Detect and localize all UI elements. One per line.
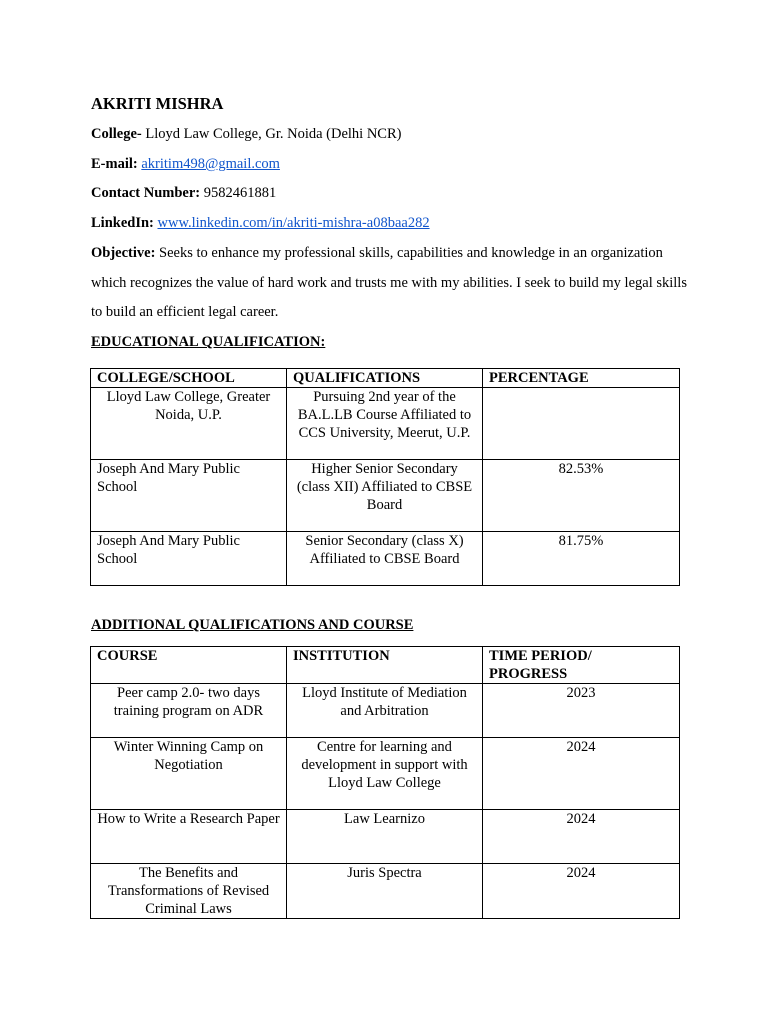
qualification-cell: Senior Secondary (class X) Affiliated to CBSE Board <box>287 532 483 586</box>
email-label: E-mail: <box>91 156 138 172</box>
column-header: QUALIFICATIONS <box>287 369 483 388</box>
column-header: TIME PERIOD/ PROGRESS <box>483 647 680 684</box>
period-cell: 2024 <box>483 810 680 864</box>
table-row <box>91 388 680 460</box>
linkedin-label: LinkedIn: <box>91 215 154 231</box>
objective-paragraph <box>91 239 691 328</box>
period-cell: 2023 <box>483 684 680 738</box>
education-heading: EDUCATIONAL QUALIFICATION: <box>91 334 326 350</box>
table-row <box>91 810 680 864</box>
table-header-row <box>91 369 680 388</box>
table-row <box>91 460 680 532</box>
candidate-name: AKRITI MISHRA <box>91 94 224 113</box>
column-header: INSTITUTION <box>287 647 483 684</box>
contact-label: Contact Number: <box>91 185 201 201</box>
contact-line <box>91 185 276 202</box>
objective-text: Seeks to enhance my professional skills, capabilities and knowledge in an organization which recognizes the value of hard work and trusts me with my abilities. I seek to build my legal skills to build an efficient legal career. <box>91 245 687 320</box>
institution-cell: Law Learnizo <box>287 810 483 864</box>
institution-cell: Centre for learning and development in support with Lloyd Law College <box>287 738 483 810</box>
course-cell: How to Write a Research Paper <box>91 810 287 864</box>
institution-cell: Lloyd Institute of Mediation and Arbitration <box>287 684 483 738</box>
percentage-cell: 81.75% <box>483 532 680 586</box>
table-row <box>91 738 680 810</box>
course-cell: Winter Winning Camp on Negotiation <box>91 738 287 810</box>
percentage-cell <box>483 388 680 460</box>
percentage-cell: 82.53% <box>483 460 680 532</box>
college-label: College- <box>91 126 142 142</box>
linkedin-link[interactable]: www.linkedin.com/in/akriti-mishra-a08baa282 <box>157 215 430 231</box>
objective-label: Objective: <box>91 245 156 261</box>
institution-cell: Juris Spectra <box>287 864 483 919</box>
column-header: PERCENTAGE <box>483 369 680 388</box>
school-cell: Lloyd Law College, Greater Noida, U.P. <box>91 388 287 460</box>
contact-value: 9582461881 <box>200 185 277 201</box>
course-cell: Peer camp 2.0- two days training program on ADR <box>91 684 287 738</box>
column-header: COLLEGE/SCHOOL <box>91 369 287 388</box>
additional-heading: ADDITIONAL QUALIFICATIONS AND COURSE <box>91 617 414 633</box>
table-row <box>91 864 680 919</box>
qualification-cell: Pursuing 2nd year of the BA.L.LB Course Affiliated to CCS University, Meerut, U.P. <box>287 388 483 460</box>
email-link[interactable]: akritim498@gmail.com <box>141 156 280 172</box>
school-cell: Joseph And Mary Public School <box>91 460 287 532</box>
table-row <box>91 684 680 738</box>
course-cell: The Benefits and Transformations of Revised Criminal Laws <box>91 864 287 919</box>
table-row <box>91 532 680 586</box>
linkedin-line <box>91 215 430 232</box>
table-header-row <box>91 647 680 684</box>
column-header: COURSE <box>91 647 287 684</box>
qualification-cell: Higher Senior Secondary (class XII) Affiliated to CBSE Board <box>287 460 483 532</box>
college-line <box>91 126 401 143</box>
email-line <box>91 156 280 173</box>
period-cell: 2024 <box>483 864 680 919</box>
school-cell: Joseph And Mary Public School <box>91 532 287 586</box>
college-value: Lloyd Law College, Gr. Noida (Delhi NCR) <box>141 126 402 142</box>
additional-table <box>90 646 680 919</box>
education-table <box>90 368 680 586</box>
period-cell: 2024 <box>483 738 680 810</box>
